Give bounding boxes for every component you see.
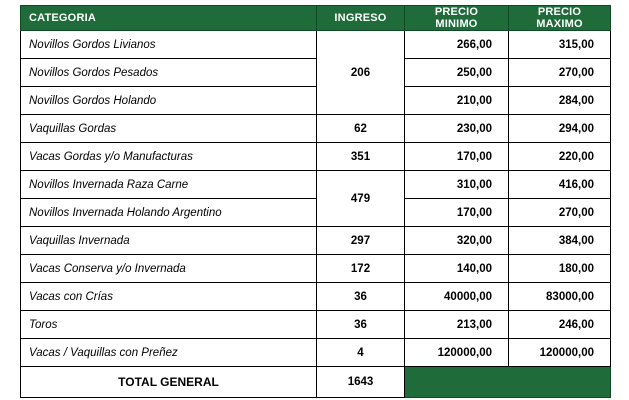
precio-minimo-cell: 40000,00 xyxy=(405,283,509,311)
categoria-cell: Vacas / Vaquillas con Preñez xyxy=(21,339,317,367)
precio-minimo-cell: 250,00 xyxy=(405,59,509,87)
ingreso-cell: 36 xyxy=(317,283,405,311)
categoria-cell: Novillos Invernada Raza Carne xyxy=(21,171,317,199)
livestock-price-table xyxy=(20,5,611,398)
table-row xyxy=(21,255,611,283)
precio-maximo-cell: 315,00 xyxy=(509,31,611,59)
precio-minimo-cell: 310,00 xyxy=(405,171,509,199)
precio-minimo-cell: 230,00 xyxy=(405,115,509,143)
precio-maximo-cell: 246,00 xyxy=(509,311,611,339)
categoria-cell: Novillos Gordos Livianos xyxy=(21,31,317,59)
precio-maximo-cell: 270,00 xyxy=(509,59,611,87)
header-precio-maximo: PRECIO MAXIMO xyxy=(509,6,611,31)
ingreso-cell: 479 xyxy=(317,171,405,227)
categoria-cell: Vacas Gordas y/o Manufacturas xyxy=(21,143,317,171)
table-row xyxy=(21,199,611,227)
precio-minimo-cell: 210,00 xyxy=(405,87,509,115)
header-row xyxy=(21,6,611,31)
total-row xyxy=(21,367,611,398)
header-categoria: CATEGORIA xyxy=(21,6,317,31)
categoria-cell: Vaquillas Invernada xyxy=(21,227,317,255)
ingreso-cell: 4 xyxy=(317,339,405,367)
categoria-cell: Toros xyxy=(21,311,317,339)
precio-maximo-cell: 180,00 xyxy=(509,255,611,283)
table-row xyxy=(21,143,611,171)
precio-minimo-cell: 140,00 xyxy=(405,255,509,283)
table-row xyxy=(21,59,611,87)
table-row xyxy=(21,283,611,311)
categoria-cell: Novillos Gordos Pesados xyxy=(21,59,317,87)
precio-minimo-cell: 320,00 xyxy=(405,227,509,255)
precio-minimo-cell: 266,00 xyxy=(405,31,509,59)
categoria-cell: Vaquillas Gordas xyxy=(21,115,317,143)
precio-maximo-cell: 384,00 xyxy=(509,227,611,255)
table-row xyxy=(21,87,611,115)
precio-maximo-cell: 270,00 xyxy=(509,199,611,227)
precio-maximo-cell: 220,00 xyxy=(509,143,611,171)
precio-maximo-cell: 284,00 xyxy=(509,87,611,115)
categoria-cell: Novillos Gordos Holando xyxy=(21,87,317,115)
header-ingreso: INGRESO xyxy=(317,6,405,31)
categoria-cell: Vacas Conserva y/o Invernada xyxy=(21,255,317,283)
ingreso-cell: 206 xyxy=(317,31,405,115)
precio-minimo-cell: 120000,00 xyxy=(405,339,509,367)
table-row xyxy=(21,311,611,339)
total-label: TOTAL GENERAL xyxy=(21,367,317,398)
precio-maximo-cell: 120000,00 xyxy=(509,339,611,367)
precio-minimo-cell: 213,00 xyxy=(405,311,509,339)
ingreso-cell: 351 xyxy=(317,143,405,171)
table-row xyxy=(21,227,611,255)
precio-maximo-cell: 416,00 xyxy=(509,171,611,199)
table-row xyxy=(21,31,611,59)
table-row xyxy=(21,115,611,143)
precio-minimo-cell: 170,00 xyxy=(405,143,509,171)
ingreso-cell: 297 xyxy=(317,227,405,255)
precio-minimo-cell: 170,00 xyxy=(405,199,509,227)
ingreso-cell: 62 xyxy=(317,115,405,143)
total-fill-block xyxy=(405,367,611,398)
precio-maximo-cell: 83000,00 xyxy=(509,283,611,311)
table-row xyxy=(21,171,611,199)
categoria-cell: Vacas con Crías xyxy=(21,283,317,311)
table-row xyxy=(21,339,611,367)
ingreso-cell: 36 xyxy=(317,311,405,339)
precio-maximo-cell: 294,00 xyxy=(509,115,611,143)
ingreso-cell: 172 xyxy=(317,255,405,283)
total-ingreso: 1643 xyxy=(317,367,405,398)
categoria-cell: Novillos Invernada Holando Argentino xyxy=(21,199,317,227)
header-precio-minimo: PRECIO MINIMO xyxy=(405,6,509,31)
